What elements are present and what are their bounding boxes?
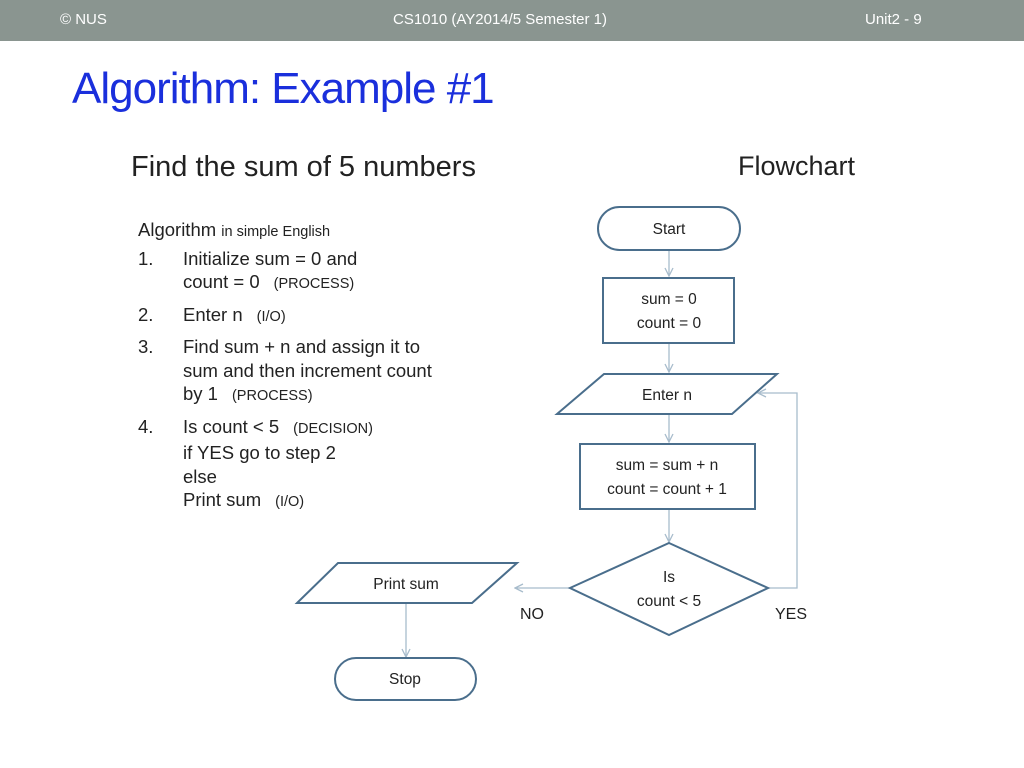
start-label: Start <box>652 221 686 238</box>
no-label: NO <box>520 606 544 623</box>
step-type-note: (PROCESS) <box>273 276 355 292</box>
header-slide-number: Unit2 - 9 <box>865 11 922 28</box>
decision-diamond <box>570 543 768 635</box>
step-type-note: (PROCESS) <box>231 388 313 404</box>
step-text: if YES go to step 2 <box>183 442 336 463</box>
step-text: Find sum + n and assign it to <box>183 336 421 357</box>
init-label-line-2: count = 0 <box>636 315 702 332</box>
algorithm-heading-note: in simple English <box>221 224 331 240</box>
step-text: count = 0 <box>183 271 260 292</box>
decision-label-line-1: Is <box>662 569 676 586</box>
init-process-box <box>603 278 734 343</box>
decision-label-line-2: count < 5 <box>636 593 702 610</box>
step-type-note: (DECISION) <box>293 420 373 437</box>
step-text: sum and then increment count <box>183 359 432 381</box>
step-text: by 1 <box>183 383 218 404</box>
sum-process-box <box>580 444 755 509</box>
step-text: Enter n <box>183 303 243 325</box>
yes-label: YES <box>775 606 808 623</box>
init-label-line-1: sum = 0 <box>641 291 697 308</box>
step-text: Initialize sum = 0 and <box>183 247 358 269</box>
input-label: Enter n <box>642 387 692 404</box>
step-text: else <box>183 465 217 487</box>
step-text: Is count < 5 <box>183 415 280 437</box>
process-label-line-2: count = count + 1 <box>607 481 727 498</box>
step-text: Print sum <box>183 489 262 510</box>
arrow-yes-loop <box>758 393 797 588</box>
process-label-line-1: sum = sum + n <box>615 457 719 474</box>
output-label: Print sum <box>373 576 439 593</box>
algorithm-heading-label: Algorithm <box>138 219 217 240</box>
step-number: 4. <box>138 415 154 437</box>
step-number: 2. <box>138 303 154 325</box>
header-copyright: © NUS <box>60 11 107 28</box>
content-title: Find the sum of 5 numbers <box>131 151 476 183</box>
step-number: 1. <box>138 247 154 269</box>
step-type-note: (I/O) <box>256 308 286 325</box>
step-number: 3. <box>138 336 154 357</box>
stop-label: Stop <box>389 671 421 688</box>
header-course: CS1010 (AY2014/5 Semester 1) <box>393 11 608 28</box>
step-type-note: (I/O) <box>275 494 305 510</box>
slide-title: Algorithm: Example #1 <box>72 64 494 113</box>
flowchart-title: Flowchart <box>738 151 856 181</box>
